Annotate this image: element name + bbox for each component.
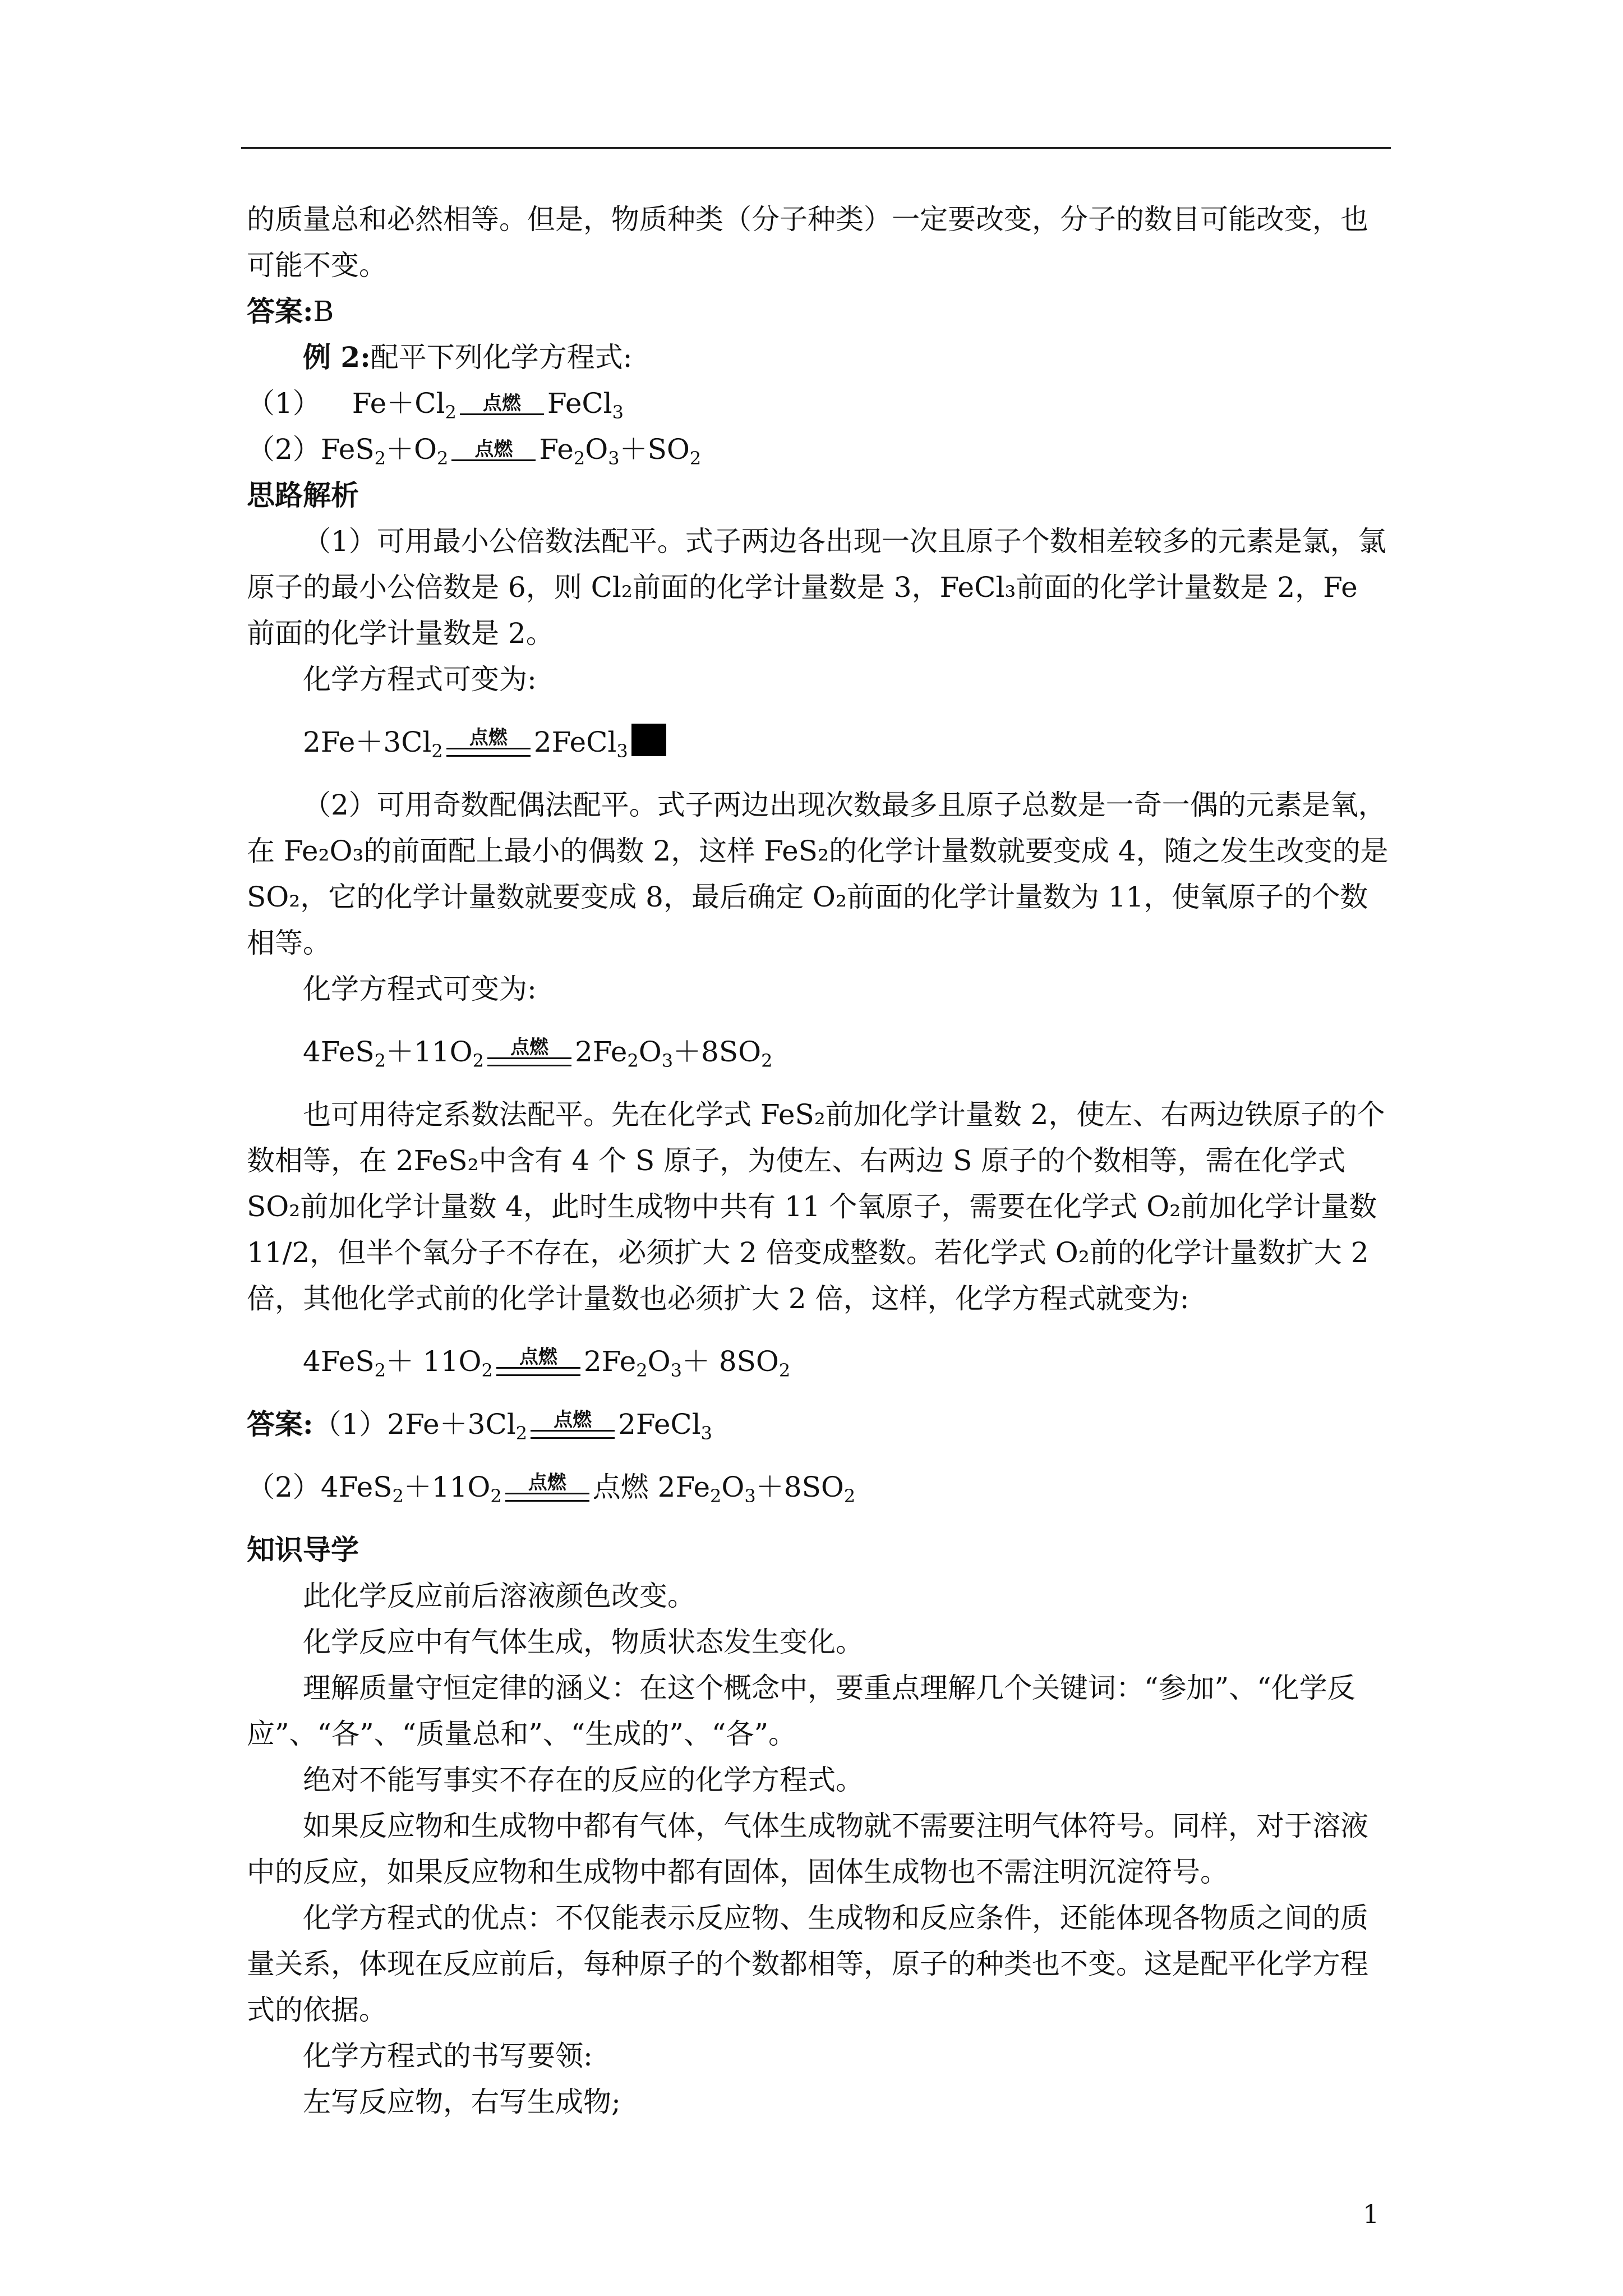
equation-balanced-2: $4FeS_2+11O_2$ 点燃 $2Fe_2O_3+8SO_2$: [303, 1036, 773, 1071]
analysis-paragraph-2: （2）可用奇数配偶法配平。式子两边出现次数最多且原子总数是一奇一偶的元素是氧，在 Fe₂O₃的前面配上最小的偶数 2，这样 FeS₂的化学计量数就要变成 4，随之发生改变的是 SO₂，它的化学计量数就要变成 8，最后确定 O₂前面的化学计量数为 11，使氧原子的个数相等。: [247, 789, 1389, 959]
reaction-arrow: [531, 1410, 615, 1439]
question-2-number: （2）: [247, 433, 321, 466]
answer-2-line-2: $(2)4FeS_2+11O_2$ 点燃 点燃 $2Fe_2O_3+8SO_2$: [247, 1471, 856, 1507]
guide-item-1: 此化学反应前后溶液颜色改变。: [303, 1580, 695, 1612]
guide-item-5: 如果反应物和生成物中都有气体，气体生成物就不需要注明气体符号。同样，对于溶液中的反应，如果反应物和生成物中都有固体，固体生成物也不需注明沉淀符号。: [247, 1810, 1368, 1888]
guide-item-2: 化学反应中有气体生成，物质状态发生变化。: [303, 1626, 864, 1658]
condition-label: 点燃: [554, 1409, 592, 1431]
guide-item-6: 化学方程式的优点：不仅能表示反应物、生成物和反应条件，还能体现各物质之间的质量关系，体现在反应前后，每种原子的个数都相等，原子的种类也不变。这是配平化学方程式的依据。: [247, 1902, 1368, 2026]
condition-label: 点燃: [482, 392, 521, 415]
example-2-heading: [247, 334, 1391, 380]
condition-label: 点燃: [474, 438, 513, 461]
change-note-1: 化学方程式可变为:: [303, 663, 537, 696]
extra-condition-text: 点燃: [592, 1471, 649, 1503]
intro-paragraph: 的质量总和必然相等。但是，物质种类（分子种类）一定要改变，分子的数目可能改变，也可能不变。: [247, 203, 1368, 282]
guide-item-8: 左写反应物，右写生成物;: [303, 2086, 621, 2118]
condition-label: 点燃: [519, 1346, 557, 1368]
answer-1: [247, 288, 1391, 334]
condition-label: 点燃: [510, 1036, 548, 1059]
change-note-2: 化学方程式可变为:: [303, 973, 537, 1005]
guide-heading: 知识导学: [247, 1533, 359, 1566]
answer-value: B: [313, 295, 334, 328]
guide-item-3: 理解质量守恒定律的涵义：在这个概念中，要重点理解几个关键词：“参加”、“化学反应”、“各”、“质量总和”、“生成的”、“各”。: [247, 1672, 1355, 1750]
equation-balanced-1: $2Fe+3Cl_2$ 点燃 2FeCl$_3$: [247, 719, 1391, 765]
reaction-arrow: [460, 393, 544, 415]
reaction-arrow: [505, 1473, 589, 1502]
reaction-arrow: [446, 728, 531, 757]
reaction-arrow: [451, 439, 536, 461]
guide-item-7: 化学方程式的书写要领:: [303, 2040, 593, 2072]
answer-label: 答案:: [247, 1407, 313, 1441]
analysis-heading: 思路解析: [247, 478, 359, 512]
equation-balanced-3: $4FeS_2+ 11O_2$ 点燃 $2Fe_2O_3+ 8SO_2$: [303, 1345, 791, 1381]
header-rule: [241, 147, 1391, 149]
guide-item-4: 绝对不能写事实不存在的反应的化学方程式。: [303, 1764, 864, 1796]
page-content: [247, 196, 1391, 2125]
page-number: 1: [1363, 2199, 1380, 2229]
black-box-artifact: [631, 724, 666, 756]
answer-2-line-1: 答案$:(1)2Fe+3Cl_2$ 点燃 2FeCl$_3$: [247, 1407, 713, 1444]
condition-label: 点燃: [469, 726, 508, 749]
condition-label: 点燃: [528, 1471, 566, 1494]
question-1-number: （1）: [247, 387, 321, 420]
reaction-arrow: [487, 1037, 571, 1066]
answer-part-1-number: （1）: [313, 1408, 388, 1441]
example-text: 配平下列化学方程式:: [370, 341, 633, 374]
example-label: 例 2:: [303, 341, 371, 374]
question-2-equation: $(2)FeS_2+O_2$ 点燃 $Fe_2O_3+SO_2$: [247, 433, 702, 469]
question-1-equation: （1） $Fe+Cl_2$ 点燃 FeCl$_3$: [247, 387, 624, 423]
analysis-paragraph-3: 也可用待定系数法配平。先在化学式 FeS₂前加化学计量数 2，使左、右两边铁原子的个数相等，在 2FeS₂中含有 4 个 S 原子，为使左、右两边 S 原子的个数相等，需在化学式 SO₂前加化学计量数 4，此时生成物中共有 11 个氧原子，需要在化学式 O₂前加化学计量数 11/2，但半个氧分子不存在，必须扩大 2 倍变成整数。若化学式 O₂前的化学计量数扩大 2 倍，其他化学式前的化学计量数也必须扩大 2 倍，这样，化学方程式就变为:: [247, 1098, 1385, 1315]
answer-label: 答案:: [247, 295, 313, 328]
answer-part-2-number: （2）: [247, 1471, 321, 1503]
reaction-arrow: [496, 1347, 580, 1376]
analysis-paragraph-1: （1）可用最小公倍数法配平。式子两边各出现一次且原子个数相差较多的元素是氯，氯原子的最小公倍数是 6，则 Cl₂前面的化学计量数是 3，FeCl₃前面的化学计量数是 2，Fe 前面的化学计量数是 2。: [247, 525, 1386, 650]
